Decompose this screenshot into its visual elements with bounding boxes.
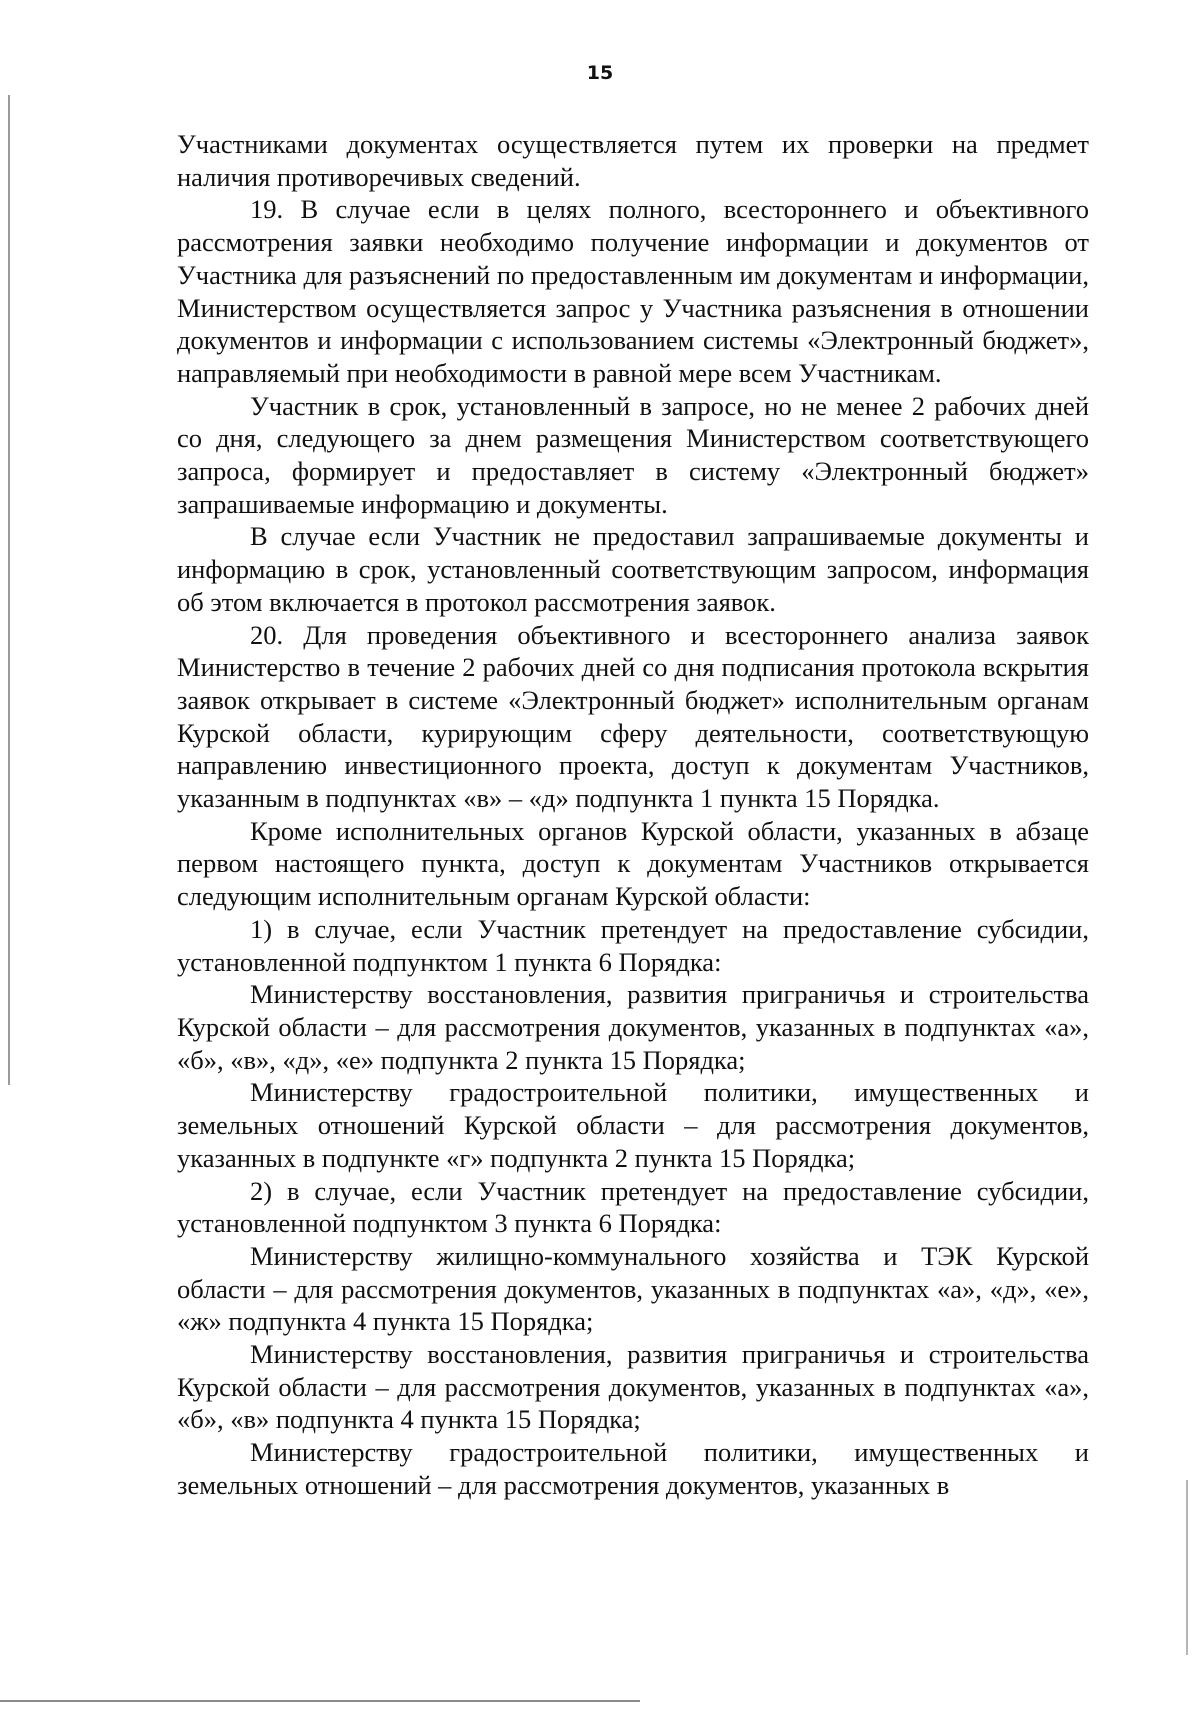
paragraph-clause-19: 19. В случае если в целях полного, всестороннего и объективного рассмотрения заявки необходимо получение информации и документов от Участника для разъяснений по предоставленным им документам и информации, Министерством осуществляется запрос у Участника разъяснения в отношении документов и информации с использованием системы «Электронный бюджет», направляемый при необходимости в равной мере всем Участникам.: [177, 194, 1089, 388]
paragraph-item-2: 2) в случае, если Участник претендует на предоставление субсидии, установленной подпунктом 3 пункта 6 Порядка:: [177, 1175, 1089, 1239]
paragraph-participant-deadline: Участник в срок, установленный в запросе, но не менее 2 рабочих дней со дня, следующего за днем размещения Министерством соответствующего запроса, формирует и предоставляет в систему «Электронный бюджет» запрашиваемые информацию и документы.: [177, 390, 1089, 519]
page-number: 15: [586, 62, 614, 84]
paragraph-additional-access: Кроме исполнительных органов Курской области, указанных в абзаце первом настоящего пункта, доступ к документам Участников открывается следующим исполнительным органам Курской области:: [177, 815, 1089, 912]
paragraph-ministry-urban-1: Министерству градостроительной политики, имущественных и земельных отношений Курской области – для рассмотрения документов, указанных в подпункте «г» подпункта 2 пункта 15 Порядка;: [177, 1077, 1089, 1173]
scan-edge-left: [8, 95, 10, 1085]
document-body: [177, 128, 1089, 1502]
paragraph-clause-20: 20. Для проведения объективного и всестороннего анализа заявок Министерство в течение 2 рабочих дней со дня подписания протокола вскрытия заявок открывает в системе «Электронный бюджет» исполнительным органам Курской области, курирующим сферу деятельности, соответствующую направлению инвестиционного проекта, доступ к документам Участников, указанным в подпунктах «в» – «д» подпункта 1 пункта 15 Порядка.: [177, 619, 1089, 814]
paragraph-ministry-housing: Министерству жилищно-коммунального хозяйства и ТЭК Курской области – для рассмотрения документов, указанных в подпунктах «а», «д», «е», «ж» подпункта 4 пункта 15 Порядка;: [177, 1240, 1089, 1337]
paragraph-not-provided: В случае если Участник не предоставил запрашиваемые документы и информацию в срок, установленный соответствующим запросом, информация об этом включается в протокол рассмотрения заявок.: [177, 521, 1089, 617]
paragraph-item-1: 1) в случае, если Участник претендует на предоставление субсидии, установленной подпунктом 1 пункта 6 Порядка:: [177, 913, 1089, 977]
paragraph-ministry-urban-2: Министерству градостроительной политики, имущественных и земельных отношений – для рассмотрения документов, указанных в: [177, 1437, 1089, 1500]
scan-edge-bottom: [0, 1700, 640, 1702]
paragraph-continuation: Участниками документах осуществляется путем их проверки на предмет наличия противоречивых сведений.: [177, 129, 1089, 192]
paragraph-ministry-restoration-1: Министерству восстановления, развития приграничья и строительства Курской области – для рассмотрения документов, указанных в подпунктах «а», «б», «в», «д», «е» подпункта 2 пункта 15 Порядка;: [177, 979, 1089, 1075]
scan-edge-right: [1186, 1480, 1188, 1655]
paragraph-ministry-restoration-2: Министерству восстановления, развития приграничья и строительства Курской области – для рассмотрения документов, указанных в подпунктах «а», «б», «в» подпункта 4 пункта 15 Порядка;: [177, 1339, 1089, 1435]
